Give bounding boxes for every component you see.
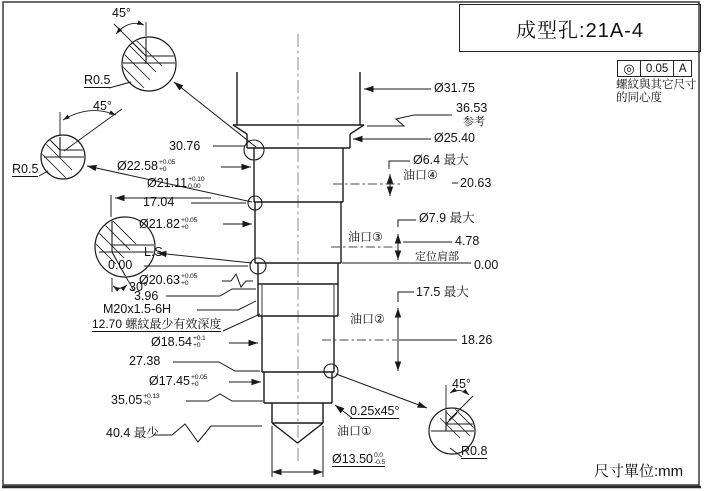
tolerance-note-line1: 螺紋與其它尺寸 <box>616 79 697 91</box>
angle-45-bottom: 45° <box>452 377 471 391</box>
dim-thread-depth: 12.70 螺紋最少有效深度 <box>92 317 222 331</box>
dim-dia-22-58: Ø22.58 +0.05 +0 <box>117 159 176 173</box>
dimension-lines <box>39 82 471 477</box>
dim-17-04: 17.04 <box>143 195 175 209</box>
dim-dia-6-4-max: Ø6.4 最大 <box>413 153 469 167</box>
detail-markers <box>244 140 338 378</box>
dim-dia-20-63: Ø20.63 +0.05 +0 <box>139 273 198 287</box>
title-block <box>459 4 701 52</box>
radius-r08: R0.8 <box>461 444 488 458</box>
drawing-title: 成型孔:21A-4 <box>516 19 644 42</box>
dim-4-78: 4.78 <box>455 234 480 248</box>
dim-20-63: 20.63 <box>460 176 492 190</box>
tolerance-note-line2: 的同心度 <box>616 92 662 104</box>
concentricity-icon: ◎ <box>617 60 641 77</box>
tolerance-frame <box>617 60 692 77</box>
dim-40-4-min: 40.4 最少 <box>106 426 159 440</box>
dim-0-00-left: 0.00 <box>108 258 133 272</box>
dim-dia-7-9-max: Ø7.9 最大 <box>419 211 475 225</box>
dim-27-38: 27.38 <box>129 354 161 368</box>
dim-35-05: 35.05 +0.13 +0 <box>111 393 160 407</box>
dim-36-53: 36.53 <box>456 101 488 115</box>
dim-dia-21-11: Ø21.11 +0.10 0.00 <box>147 176 205 190</box>
dim-dia-25-40: Ø25.40 <box>434 131 476 145</box>
dim-0-00-right: 0.00 <box>474 258 499 272</box>
dim-thread-m20: M20x1.5-6H <box>103 302 172 316</box>
centerlines <box>298 34 401 463</box>
dim-dia-18-54: Ø18.54 +0.1 +0 <box>151 335 206 349</box>
dim-dia-31-75: Ø31.75 <box>434 81 476 95</box>
label-oil-port-3: 油口③ <box>348 230 383 244</box>
dim-3-96: 3.96 <box>134 289 159 303</box>
label-ls-datum: L.S. <box>144 245 167 259</box>
angle-45-left: 45° <box>93 99 112 113</box>
radius-r05-left: R0.5 <box>12 162 39 176</box>
tolerance-datum: A <box>673 60 692 77</box>
label-oil-port-4: 油口④ <box>403 168 438 182</box>
label-oil-port-2: 油口② <box>350 312 385 326</box>
dim-30-76: 30.76 <box>169 139 201 153</box>
angle-45-top: 45° <box>112 6 131 20</box>
units-label: 尺寸單位:mm <box>594 463 684 480</box>
label-reference: 参考 <box>463 116 485 128</box>
dim-dia-13-50: Ø13.50 0.0 -0.5 <box>332 452 385 466</box>
dim-chamfer-0-25x45: 0.25x45° <box>350 404 400 418</box>
radius-r05-top: R0.5 <box>84 73 111 87</box>
dim-17-5-max: 17.5 最大 <box>416 285 469 299</box>
dim-dia-17-45: Ø17.45 +0.05 +0 <box>149 374 208 388</box>
detail-balloon-top <box>114 22 177 91</box>
tolerance-value: 0.05 <box>640 60 675 77</box>
label-locating-shoulder: 定位肩部 <box>415 251 459 263</box>
dim-dia-21-82: Ø21.82 +0.05 +0 <box>139 217 198 231</box>
dim-18-26: 18.26 <box>461 333 493 347</box>
label-oil-port-1: 油口① <box>337 424 372 438</box>
angle-30: 30° <box>129 280 148 294</box>
